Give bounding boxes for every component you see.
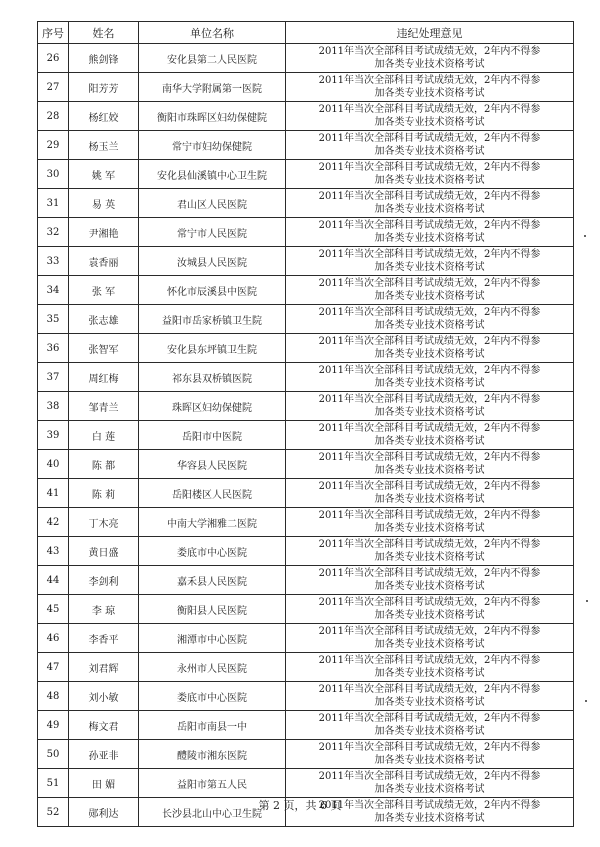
person-name: 杨玉兰	[69, 131, 139, 160]
discipline-remark	[286, 305, 574, 334]
scan-speck	[585, 700, 587, 702]
row-number: 33	[38, 247, 69, 276]
row-number: 31	[38, 189, 69, 218]
table-row	[38, 392, 574, 421]
discipline-remark	[286, 392, 574, 421]
person-name: 梅文君	[69, 711, 139, 740]
row-number: 37	[38, 363, 69, 392]
table-row	[38, 44, 574, 73]
unit-name: 岳阳市中医院	[139, 421, 286, 450]
remark-line-1: 2011年当次全部科目考试成绩无效，2年内不得参	[318, 626, 541, 637]
unit-name: 醴陵市湘东医院	[139, 740, 286, 769]
unit-name: 衡阳县人民医院	[139, 595, 286, 624]
scan-speck	[584, 235, 586, 237]
row-number: 30	[38, 160, 69, 189]
table-row	[38, 131, 574, 160]
unit-name: 安化县第二人民医院	[139, 44, 286, 73]
row-number: 35	[38, 305, 69, 334]
person-name: 周红梅	[69, 363, 139, 392]
remark-line-1: 2011年当次全部科目考试成绩无效，2年内不得参	[318, 510, 541, 521]
person-name: 李剑利	[69, 566, 139, 595]
remark-line-1: 2011年当次全部科目考试成绩无效，2年内不得参	[318, 742, 541, 753]
person-name: 张 军	[69, 276, 139, 305]
discipline-remark	[286, 102, 574, 131]
remark-line-2: 加各类专业技术资格考试	[374, 523, 485, 534]
remark-line-2: 加各类专业技术资格考试	[374, 262, 485, 273]
row-number: 29	[38, 131, 69, 160]
discipline-remark	[286, 566, 574, 595]
row-number: 48	[38, 682, 69, 711]
remark-line-2: 加各类专业技术资格考试	[374, 204, 485, 215]
remark-line-2: 加各类专业技术资格考试	[374, 813, 485, 824]
discipline-remark	[286, 682, 574, 711]
remark-line-2: 加各类专业技术资格考试	[374, 668, 485, 679]
table-row	[38, 450, 574, 479]
remark-line-2: 加各类专业技术资格考试	[374, 639, 485, 650]
row-number: 52	[38, 798, 69, 827]
remark-line-2: 加各类专业技术资格考试	[374, 378, 485, 389]
table-row	[38, 740, 574, 769]
table-row	[38, 189, 574, 218]
row-number: 51	[38, 769, 69, 798]
remark-line-2: 加各类专业技术资格考试	[374, 59, 485, 70]
unit-name: 安化县仙溪镇中心卫生院	[139, 160, 286, 189]
person-name: 张智军	[69, 334, 139, 363]
remark-line-1: 2011年当次全部科目考试成绩无效，2年内不得参	[318, 684, 541, 695]
row-number: 28	[38, 102, 69, 131]
unit-name: 常宁市妇幼保健院	[139, 131, 286, 160]
person-name: 陈 莉	[69, 479, 139, 508]
row-number: 46	[38, 624, 69, 653]
discipline-remark	[286, 508, 574, 537]
unit-name: 怀化市辰溪县中医院	[139, 276, 286, 305]
table-row	[38, 624, 574, 653]
row-number: 47	[38, 653, 69, 682]
discipline-remark	[286, 624, 574, 653]
unit-name: 永州市人民医院	[139, 653, 286, 682]
person-name: 姚 军	[69, 160, 139, 189]
discipline-remark	[286, 44, 574, 73]
header-no: 序号	[38, 22, 69, 44]
remark-line-1: 2011年当次全部科目考试成绩无效，2年内不得参	[318, 162, 541, 173]
remark-line-1: 2011年当次全部科目考试成绩无效，2年内不得参	[318, 46, 541, 57]
discipline-remark	[286, 73, 574, 102]
row-number: 38	[38, 392, 69, 421]
table-row	[38, 479, 574, 508]
unit-name: 岳阳市南县一中	[139, 711, 286, 740]
row-number: 50	[38, 740, 69, 769]
table-row	[38, 595, 574, 624]
discipline-remark	[286, 421, 574, 450]
unit-name: 祁东县双桥镇医院	[139, 363, 286, 392]
remark-line-1: 2011年当次全部科目考试成绩无效，2年内不得参	[318, 307, 541, 318]
discipline-remark	[286, 131, 574, 160]
table-header-row	[38, 22, 574, 44]
remark-line-1: 2011年当次全部科目考试成绩无效，2年内不得参	[318, 771, 541, 782]
table-row	[38, 276, 574, 305]
remark-line-1: 2011年当次全部科目考试成绩无效，2年内不得参	[318, 133, 541, 144]
remark-line-1: 2011年当次全部科目考试成绩无效，2年内不得参	[318, 191, 541, 202]
remark-line-1: 2011年当次全部科目考试成绩无效，2年内不得参	[318, 539, 541, 550]
table-row	[38, 421, 574, 450]
unit-name: 衡阳市珠晖区妇幼保健院	[139, 102, 286, 131]
person-name: 陈 都	[69, 450, 139, 479]
table-row	[38, 682, 574, 711]
remark-line-2: 加各类专业技术资格考试	[374, 233, 485, 244]
person-name: 丁木亮	[69, 508, 139, 537]
row-number: 43	[38, 537, 69, 566]
remark-line-1: 2011年当次全部科目考试成绩无效，2年内不得参	[318, 394, 541, 405]
remark-line-2: 加各类专业技术资格考试	[374, 291, 485, 302]
remark-line-2: 加各类专业技术资格考试	[374, 407, 485, 418]
person-name: 刘君辉	[69, 653, 139, 682]
remark-line-1: 2011年当次全部科目考试成绩无效，2年内不得参	[318, 336, 541, 347]
remark-line-1: 2011年当次全部科目考试成绩无效，2年内不得参	[318, 278, 541, 289]
table-row	[38, 160, 574, 189]
remark-line-2: 加各类专业技术资格考试	[374, 494, 485, 505]
person-name: 张志雄	[69, 305, 139, 334]
discipline-remark	[286, 218, 574, 247]
discipline-remark	[286, 537, 574, 566]
row-number: 36	[38, 334, 69, 363]
table-row	[38, 247, 574, 276]
person-name: 杨红姣	[69, 102, 139, 131]
discipline-table	[37, 21, 574, 827]
person-name: 阳芳芳	[69, 73, 139, 102]
remark-line-2: 加各类专业技术资格考试	[374, 726, 485, 737]
discipline-remark	[286, 276, 574, 305]
person-name: 袁香丽	[69, 247, 139, 276]
discipline-remark	[286, 740, 574, 769]
table-row	[38, 566, 574, 595]
row-number: 41	[38, 479, 69, 508]
discipline-remark	[286, 334, 574, 363]
person-name: 郧利达	[69, 798, 139, 827]
remark-line-2: 加各类专业技术资格考试	[374, 755, 485, 766]
person-name: 尹湘艳	[69, 218, 139, 247]
header-remark: 违纪处理意见	[286, 22, 574, 44]
discipline-remark	[286, 595, 574, 624]
remark-line-2: 加各类专业技术资格考试	[374, 784, 485, 795]
discipline-remark	[286, 160, 574, 189]
table-row	[38, 305, 574, 334]
person-name: 李香平	[69, 624, 139, 653]
header-name: 姓名	[69, 22, 139, 44]
person-name: 刘小敏	[69, 682, 139, 711]
table-row	[38, 508, 574, 537]
person-name: 田 媚	[69, 769, 139, 798]
remark-line-2: 加各类专业技术资格考试	[374, 320, 485, 331]
remark-line-1: 2011年当次全部科目考试成绩无效，2年内不得参	[318, 655, 541, 666]
table-row	[38, 218, 574, 247]
remark-line-1: 2011年当次全部科目考试成绩无效，2年内不得参	[318, 597, 541, 608]
remark-line-2: 加各类专业技术资格考试	[374, 349, 485, 360]
discipline-remark	[286, 189, 574, 218]
table-row	[38, 363, 574, 392]
remark-line-2: 加各类专业技术资格考试	[374, 117, 485, 128]
unit-name: 长沙县北山中心卫生院	[139, 798, 286, 827]
person-name: 孙亚非	[69, 740, 139, 769]
person-name: 黄日盛	[69, 537, 139, 566]
unit-name: 南华大学附属第一医院	[139, 73, 286, 102]
table-row	[38, 334, 574, 363]
person-name: 李 琼	[69, 595, 139, 624]
discipline-remark	[286, 247, 574, 276]
unit-name: 益阳市岳家桥镇卫生院	[139, 305, 286, 334]
unit-name: 嘉禾县人民医院	[139, 566, 286, 595]
unit-name: 汝城县人民医院	[139, 247, 286, 276]
unit-name: 益阳市第五人民	[139, 769, 286, 798]
table-row	[38, 711, 574, 740]
unit-name: 珠晖区妇幼保健院	[139, 392, 286, 421]
table-row	[38, 102, 574, 131]
unit-name: 安化县东坪镇卫生院	[139, 334, 286, 363]
scan-speck	[586, 600, 588, 602]
unit-name: 中南大学湘雅二医院	[139, 508, 286, 537]
discipline-remark	[286, 363, 574, 392]
remark-line-1: 2011年当次全部科目考试成绩无效，2年内不得参	[318, 75, 541, 86]
person-name: 易 英	[69, 189, 139, 218]
page-footer: 第 2 页，共 6 页	[258, 799, 342, 812]
row-number: 44	[38, 566, 69, 595]
row-number: 40	[38, 450, 69, 479]
remark-line-2: 加各类专业技术资格考试	[374, 610, 485, 621]
row-number: 32	[38, 218, 69, 247]
unit-name: 岳阳楼区人民医院	[139, 479, 286, 508]
person-name: 白 莲	[69, 421, 139, 450]
unit-name: 常宁市人民医院	[139, 218, 286, 247]
table-row	[38, 537, 574, 566]
unit-name: 湘潭市中心医院	[139, 624, 286, 653]
unit-name: 君山区人民医院	[139, 189, 286, 218]
remark-line-1: 2011年当次全部科目考试成绩无效，2年内不得参	[318, 800, 541, 811]
remark-line-1: 2011年当次全部科目考试成绩无效，2年内不得参	[318, 481, 541, 492]
remark-line-2: 加各类专业技术资格考试	[374, 88, 485, 99]
discipline-remark	[286, 479, 574, 508]
remark-line-2: 加各类专业技术资格考试	[374, 581, 485, 592]
row-number: 39	[38, 421, 69, 450]
remark-line-1: 2011年当次全部科目考试成绩无效，2年内不得参	[318, 713, 541, 724]
unit-name: 华容县人民医院	[139, 450, 286, 479]
remark-line-1: 2011年当次全部科目考试成绩无效，2年内不得参	[318, 365, 541, 376]
person-name: 熊剑锋	[69, 44, 139, 73]
row-number: 49	[38, 711, 69, 740]
remark-line-2: 加各类专业技术资格考试	[374, 436, 485, 447]
table-row	[38, 73, 574, 102]
remark-line-2: 加各类专业技术资格考试	[374, 175, 485, 186]
remark-line-1: 2011年当次全部科目考试成绩无效，2年内不得参	[318, 249, 541, 260]
remark-line-1: 2011年当次全部科目考试成绩无效，2年内不得参	[318, 568, 541, 579]
remark-line-2: 加各类专业技术资格考试	[374, 697, 485, 708]
discipline-remark	[286, 769, 574, 798]
discipline-remark	[286, 450, 574, 479]
discipline-remark	[286, 653, 574, 682]
unit-name: 娄底市中心医院	[139, 682, 286, 711]
remark-line-2: 加各类专业技术资格考试	[374, 552, 485, 563]
remark-line-2: 加各类专业技术资格考试	[374, 146, 485, 157]
remark-line-1: 2011年当次全部科目考试成绩无效，2年内不得参	[318, 452, 541, 463]
discipline-remark	[286, 711, 574, 740]
table-body	[38, 44, 574, 827]
remark-line-2: 加各类专业技术资格考试	[374, 465, 485, 476]
row-number: 26	[38, 44, 69, 73]
row-number: 27	[38, 73, 69, 102]
person-name: 邹青兰	[69, 392, 139, 421]
remark-line-1: 2011年当次全部科目考试成绩无效，2年内不得参	[318, 220, 541, 231]
row-number: 34	[38, 276, 69, 305]
row-number: 45	[38, 595, 69, 624]
header-unit: 单位名称	[139, 22, 286, 44]
row-number: 42	[38, 508, 69, 537]
unit-name: 娄底市中心医院	[139, 537, 286, 566]
table-row	[38, 653, 574, 682]
remark-line-1: 2011年当次全部科目考试成绩无效，2年内不得参	[318, 104, 541, 115]
table-row	[38, 769, 574, 798]
remark-line-1: 2011年当次全部科目考试成绩无效，2年内不得参	[318, 423, 541, 434]
